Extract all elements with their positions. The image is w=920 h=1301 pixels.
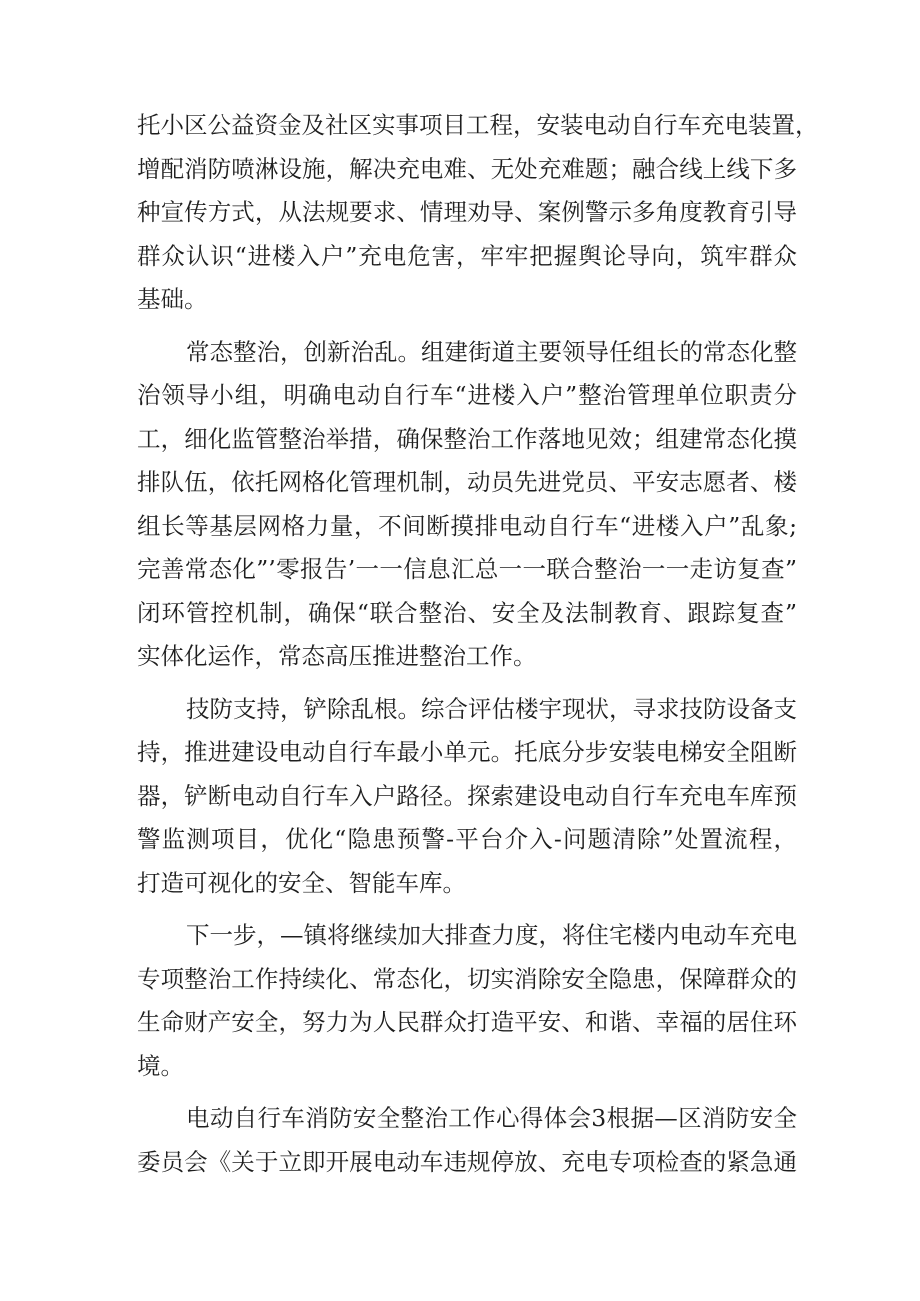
text-line: 下一步，—镇将继续加大排查力度，将住宅楼内电动车充电 bbox=[186, 921, 797, 949]
text-line: 组长等基层网格力量，不间断摸排电动自行车“进楼入户”乱象; bbox=[137, 511, 797, 540]
paragraph-1 bbox=[137, 104, 819, 322]
text-line: 生命财产安全，努力为人民群众打造平安、和谐、幸福的居住环 bbox=[137, 1008, 797, 1036]
paragraph-2 bbox=[137, 331, 797, 679]
paragraph-5 bbox=[137, 1097, 797, 1184]
text-line: 常态整治，创新治乱。组建街道主要领导任组长的常态化整 bbox=[186, 337, 797, 366]
text-line: 增配消防喷淋设施，解决充电难、无处充难题；融合线上线下多 bbox=[137, 154, 797, 183]
text-line: 基础。 bbox=[137, 285, 208, 313]
text-line: 境。 bbox=[137, 1051, 184, 1080]
text-line: 闭环管控机制，确保“联合整治、安全及法制教育、跟踪复查” bbox=[137, 598, 797, 627]
paragraph-3 bbox=[137, 688, 797, 906]
text-line: 持，推进建设电动自行车最小单元。托底分步安装电梯安全阻断 bbox=[137, 738, 797, 766]
text-line: 托小区公益资金及社区实事项目工程，安装电动自行车充电装置， bbox=[137, 111, 819, 139]
text-line: 电动自行车消防安全整治工作心得体会3根据—区消防安全 bbox=[186, 1104, 797, 1132]
body-text bbox=[137, 104, 819, 1184]
text-line: 种宣传方式，从法规要求、情理劝导、案例警示多角度教育引导 bbox=[137, 198, 797, 226]
paragraph-4 bbox=[137, 914, 797, 1088]
text-line: 完善常态化”’零报告’一一信息汇总一一联合整治一一走访复查” bbox=[137, 555, 797, 583]
text-line: 委员会《关于立即开展电动车违规停放、充电专项检查的紧急通 bbox=[137, 1147, 797, 1176]
text-line: 专项整治工作持续化、常态化，切实消除安全隐患，保障群众的 bbox=[137, 964, 797, 993]
text-line: 技防支持，铲除乱根。综合评估楼宇现状，寻求技防设备支 bbox=[186, 694, 797, 723]
text-line: 警监测项目，优化“隐患预警-平台介入-问题清除”处置流程， bbox=[137, 825, 797, 853]
text-line: 实体化运作，常态高压推进整治工作。 bbox=[137, 642, 537, 670]
text-line: 工，细化监管整治举措，确保整治工作落地见效；组建常态化摸 bbox=[137, 424, 797, 453]
text-line: 群众认识“进楼入户”充电危害，牢牢把握舆论导向，筑牢群众 bbox=[137, 241, 797, 270]
text-line: 排队伍，依托网格化管理机制，动员先进党员、平安志愿者、楼 bbox=[137, 468, 797, 496]
text-line: 治领导小组，明确电动自行车“进楼入户”整治管理单位职责分 bbox=[137, 381, 797, 409]
text-line: 器，铲断电动自行车入户路径。探索建设电动自行车充电车库预 bbox=[137, 781, 797, 810]
text-line: 打造可视化的安全、智能车库。 bbox=[137, 868, 466, 897]
